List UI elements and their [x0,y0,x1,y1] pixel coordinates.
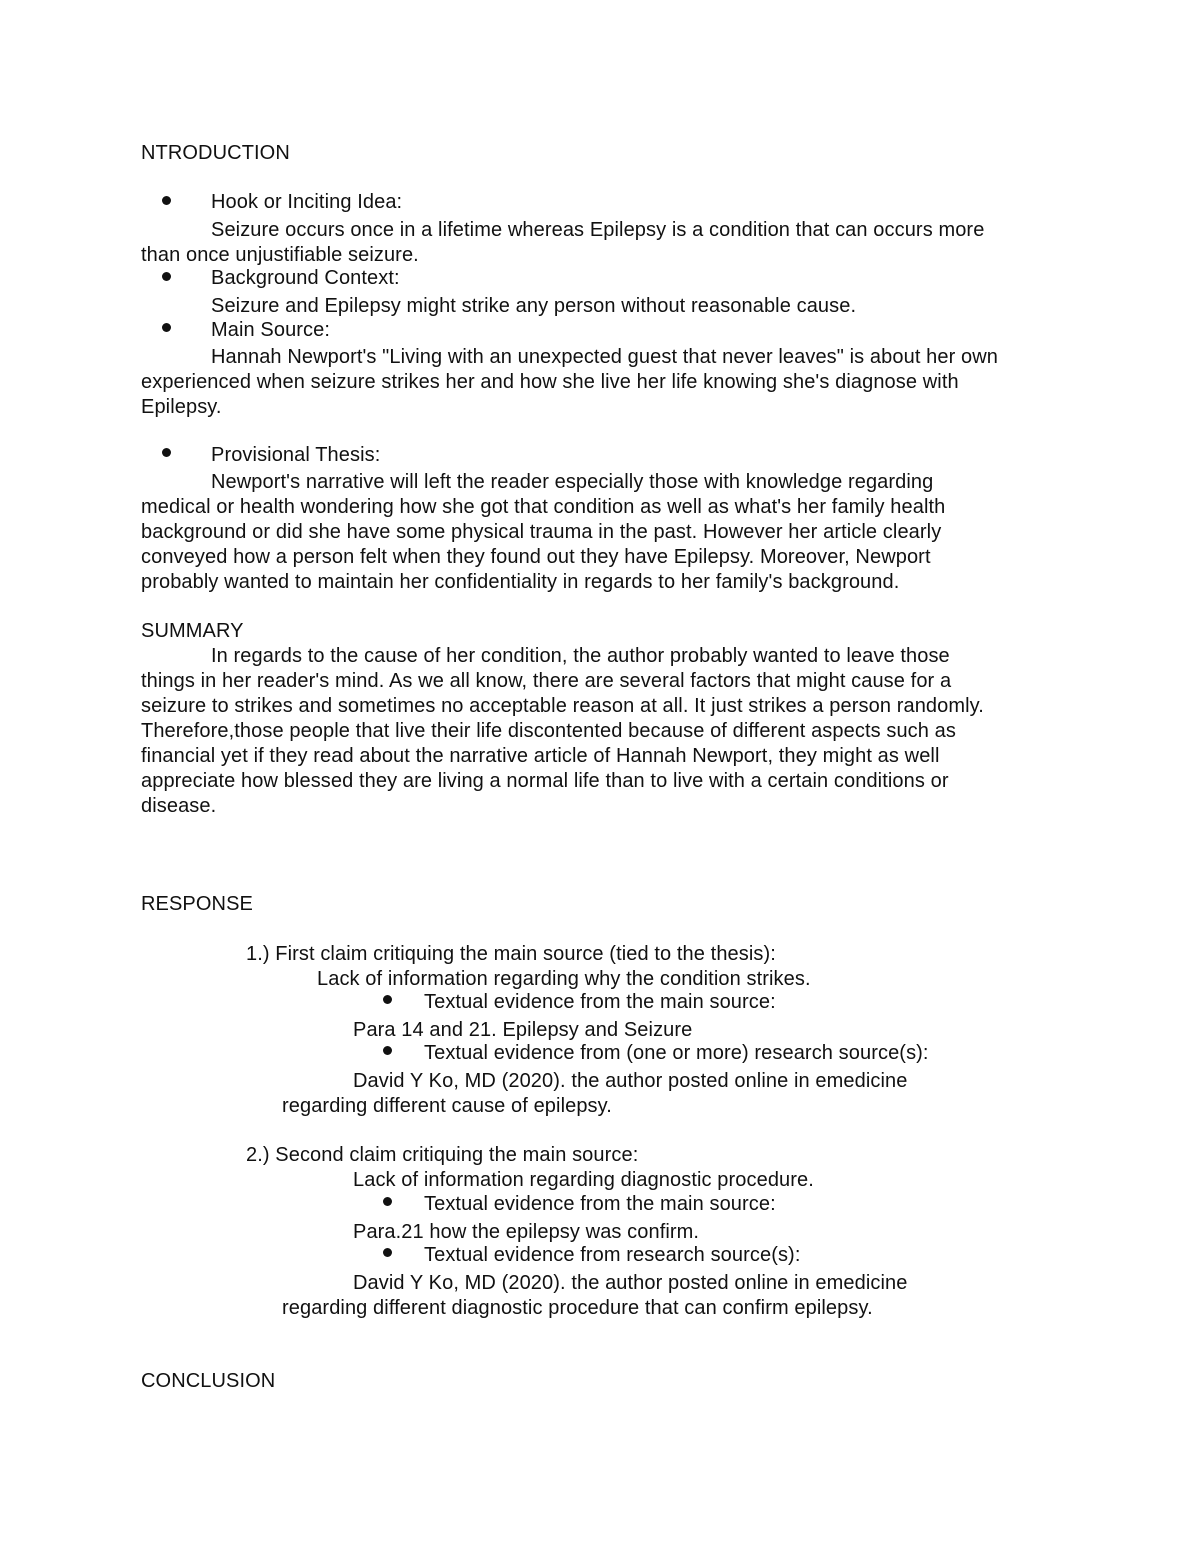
summary-heading: SUMMARY [141,620,244,642]
main-source-label: Main Source: [211,319,331,341]
summary-text-line: financial yet if they read about the narrative article of Hannah Newport, they might as well [141,745,940,767]
bullet-icon [383,995,392,1004]
summary-text-line: Therefore,those people that live their life discontented because of different aspects such as [141,720,956,742]
bullet-icon [162,272,171,281]
main-source-text-line: Hannah Newport's "Living with an unexpected guest that never leaves" is about her own [211,346,998,368]
main-source-text-line: Epilepsy. [141,396,222,418]
introduction-heading: NTRODUCTION [141,142,290,164]
claim1-evidence-main-label: Textual evidence from the main source: [424,991,776,1013]
bullet-icon [383,1248,392,1257]
claim2-evidence-main-text: Para.21 how the epilepsy was confirm. [353,1221,700,1243]
claim1-title: 1.) First claim critiquing the main source (tied to the thesis): [246,943,776,965]
summary-text-line: appreciate how blessed they are living a normal life than to live with a certain conditions or [141,770,949,792]
claim1-evidence-main-text: Para 14 and 21. Epilepsy and Seizure [353,1019,693,1041]
claim1-text: Lack of information regarding why the condition strikes. [317,968,811,990]
bullet-icon [162,448,171,457]
thesis-text-line: background or did she have some physical trauma in the past. However her article clearly [141,521,942,543]
thesis-label: Provisional Thesis: [211,444,381,466]
claim2-title: 2.) Second claim critiquing the main source: [246,1144,639,1166]
bullet-icon [383,1046,392,1055]
thesis-text-line: conveyed how a person felt when they found out they have Epilepsy. Moreover, Newport [141,546,931,568]
hook-text-line: Seizure occurs once in a lifetime whereas Epilepsy is a condition that can occurs more [211,219,985,241]
summary-text-line: things in her reader's mind. As we all know, there are several factors that might cause for a [141,670,952,692]
claim1-evidence-research-label: Textual evidence from (one or more) research source(s): [424,1042,929,1064]
main-source-text-line: experienced when seizure strikes her and how she live her life knowing she's diagnose with [141,371,959,393]
bullet-icon [162,196,171,205]
claim2-evidence-research-label: Textual evidence from research source(s): [424,1244,801,1266]
response-heading: RESPONSE [141,893,253,915]
summary-text-line: disease. [141,795,217,817]
claim2-evidence-main-label: Textual evidence from the main source: [424,1193,776,1215]
bullet-icon [162,323,171,332]
background-text-line: Seizure and Epilepsy might strike any person without reasonable cause. [211,295,857,317]
summary-text-line: In regards to the cause of her condition, the author probably wanted to leave those [211,645,950,667]
thesis-text-line: medical or health wondering how she got that condition as well as what's her family health [141,496,946,518]
background-label: Background Context: [211,267,400,289]
thesis-text-line: Newport's narrative will left the reader especially those with knowledge regarding [211,471,934,493]
summary-text-line: seizure to strikes and sometimes no acceptable reason at all. It just strikes a person randomly. [141,695,984,717]
conclusion-heading: CONCLUSION [141,1370,276,1392]
claim1-evidence-research-line: regarding different cause of epilepsy. [282,1095,612,1117]
hook-text-line: than once unjustifiable seizure. [141,244,419,266]
hook-label: Hook or Inciting Idea: [211,191,403,213]
claim2-evidence-research-line: David Y Ko, MD (2020). the author posted online in emedicine [353,1272,908,1294]
claim2-evidence-research-line: regarding different diagnostic procedure that can confirm epilepsy. [282,1297,873,1319]
claim2-text: Lack of information regarding diagnostic procedure. [353,1169,814,1191]
claim1-evidence-research-line: David Y Ko, MD (2020). the author posted online in emedicine [353,1070,908,1092]
thesis-text-line: probably wanted to maintain her confidentiality in regards to her family's background. [141,571,900,593]
bullet-icon [383,1197,392,1206]
